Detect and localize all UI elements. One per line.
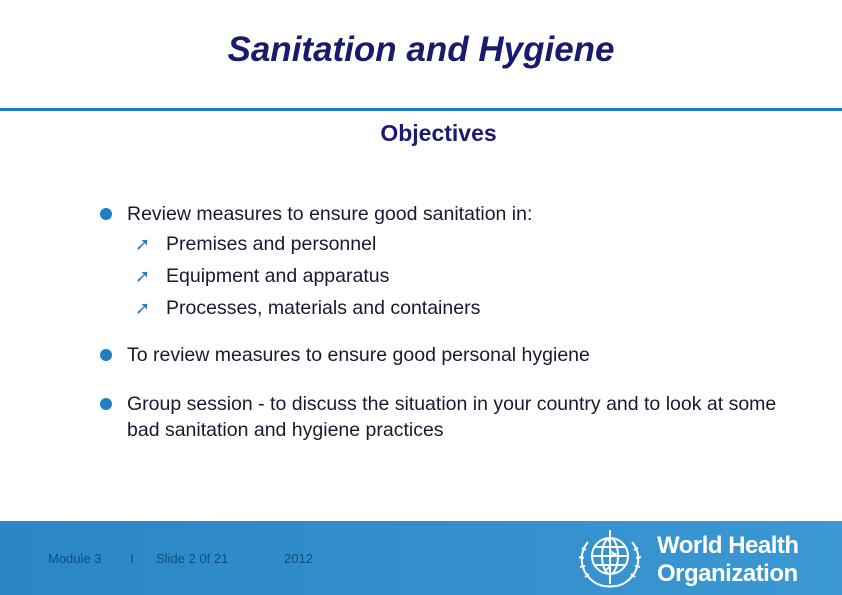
sub-bullet-text: Premises and personnel: [166, 233, 377, 255]
bullet-text: To review measures to ensure good personal hygiene: [127, 344, 590, 366]
sub-bullet-text: Equipment and apparatus: [166, 265, 390, 287]
who-emblem-icon: [572, 524, 648, 594]
who-wordmark-line2: Organization: [657, 560, 798, 587]
who-wordmark-line1: World Health: [657, 532, 799, 559]
arrow-up-right-icon: ➚: [135, 234, 151, 254]
sub-bullet-text: Processes, materials and containers: [166, 297, 481, 319]
slide-subtitle: Objectives: [380, 120, 497, 146]
arrow-up-right-icon: ➚: [135, 298, 151, 318]
footer-separator: I: [130, 551, 134, 566]
bullet-text: Group session - to discuss the situation in your country and to look at some bad sanitation and hygiene practices: [127, 393, 777, 441]
bullet-dot-icon: [100, 208, 112, 220]
arrow-up-right-icon: ➚: [135, 266, 151, 286]
footer-year: 2012: [284, 551, 313, 566]
who-wordmark: [657, 532, 837, 588]
slide-title: Sanitation and Hygiene: [227, 30, 615, 69]
bullet-dot-icon: [100, 349, 112, 361]
title-divider: [0, 108, 842, 111]
bullet-dot-icon: [100, 398, 112, 410]
footer-module: Module 3: [48, 551, 102, 566]
footer-slide-number: Slide 2 0f 21: [156, 551, 229, 566]
bullet-text: Review measures to ensure good sanitation in:: [127, 203, 533, 225]
